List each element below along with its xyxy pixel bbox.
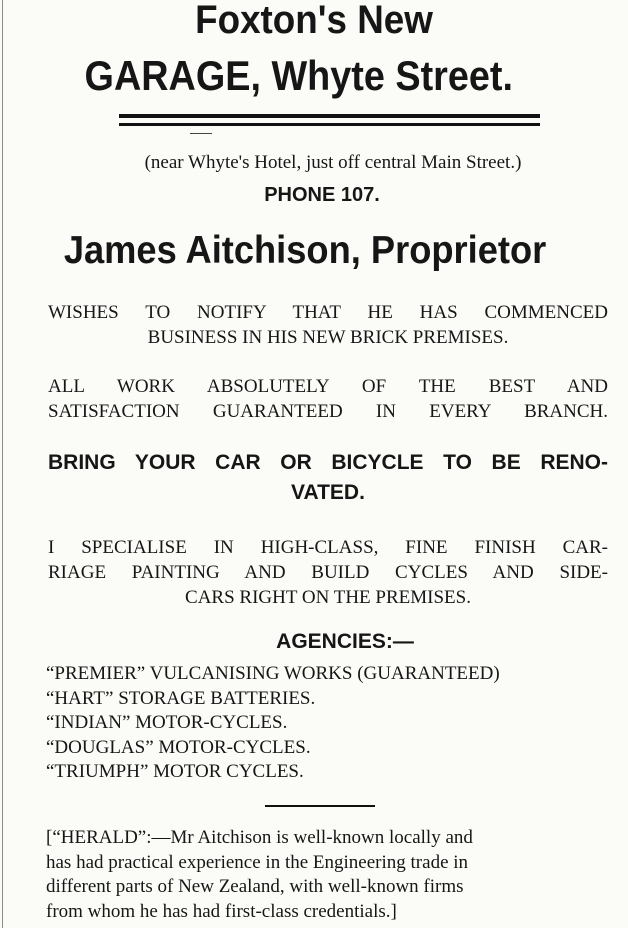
column-rule [2,0,3,928]
paragraph-line: SATISFACTION GUARANTEED IN EVERY BRANCH. [48,401,608,422]
herald-note [46,826,606,924]
specialise-paragraph [48,535,608,610]
paragraph-line: WISHES TO NOTIFY THAT HE HAS COMMENCED [48,302,608,323]
paragraph-line: RIAGE PAINTING AND BUILD CYCLES AND SIDE- [48,562,608,583]
phone-number: PHONE 107. [264,184,380,206]
agencies-heading: AGENCIES:— [276,630,414,653]
headline-line-2: GARAGE, Whyte Street. [84,52,514,99]
headline-rule-bottom [119,123,540,126]
list-item: “PREMIER” VULCANISING WORKS (GUARANTEED) [46,663,500,684]
paragraph-line: ALL WORK ABSOLUTELY OF THE BEST AND [48,376,608,397]
headline-rule-top [119,114,540,118]
work-paragraph [48,374,608,424]
paragraph-line: I SPECIALISE IN HIGH-CLASS, FINE FINISH CAR- [48,537,608,558]
paragraph-line: BRING YOUR CAR OR BICYCLE TO BE RENO- [48,451,608,474]
agencies-list [46,662,628,785]
note-line: has had practical experience in the Engineering trade in [46,851,469,873]
paragraph-line: VATED. [291,481,365,504]
notify-paragraph [48,300,608,350]
note-line: [“HERALD”:—Mr Aitchison is well-known locally and [46,827,473,848]
list-item: “HART” STORAGE BATTERIES. [46,687,316,709]
paragraph-line: CARS RIGHT ON THE PREMISES. [185,587,471,608]
paragraph-line: BUSINESS IN HIS NEW BRICK PREMISES. [147,327,509,348]
address-note: (near Whyte's Hotel, just off central Main Street.) [144,152,522,173]
section-divider [265,805,375,807]
note-line: from whom he has had first-class credentials.] [46,900,397,922]
note-line: different parts of New Zealand, with well-known firms [46,876,464,897]
bring-paragraph [48,448,608,508]
proprietor-heading: James Aitchison, Proprietor [63,229,547,272]
list-item: “TRIUMPH” MOTOR CYCLES. [46,761,304,782]
headline-line-1: Foxton's New [195,0,433,42]
list-item: “INDIAN” MOTOR-CYCLES. [46,712,288,733]
list-item: “DOUGLAS” MOTOR-CYCLES. [46,736,311,758]
short-divider [190,133,212,134]
